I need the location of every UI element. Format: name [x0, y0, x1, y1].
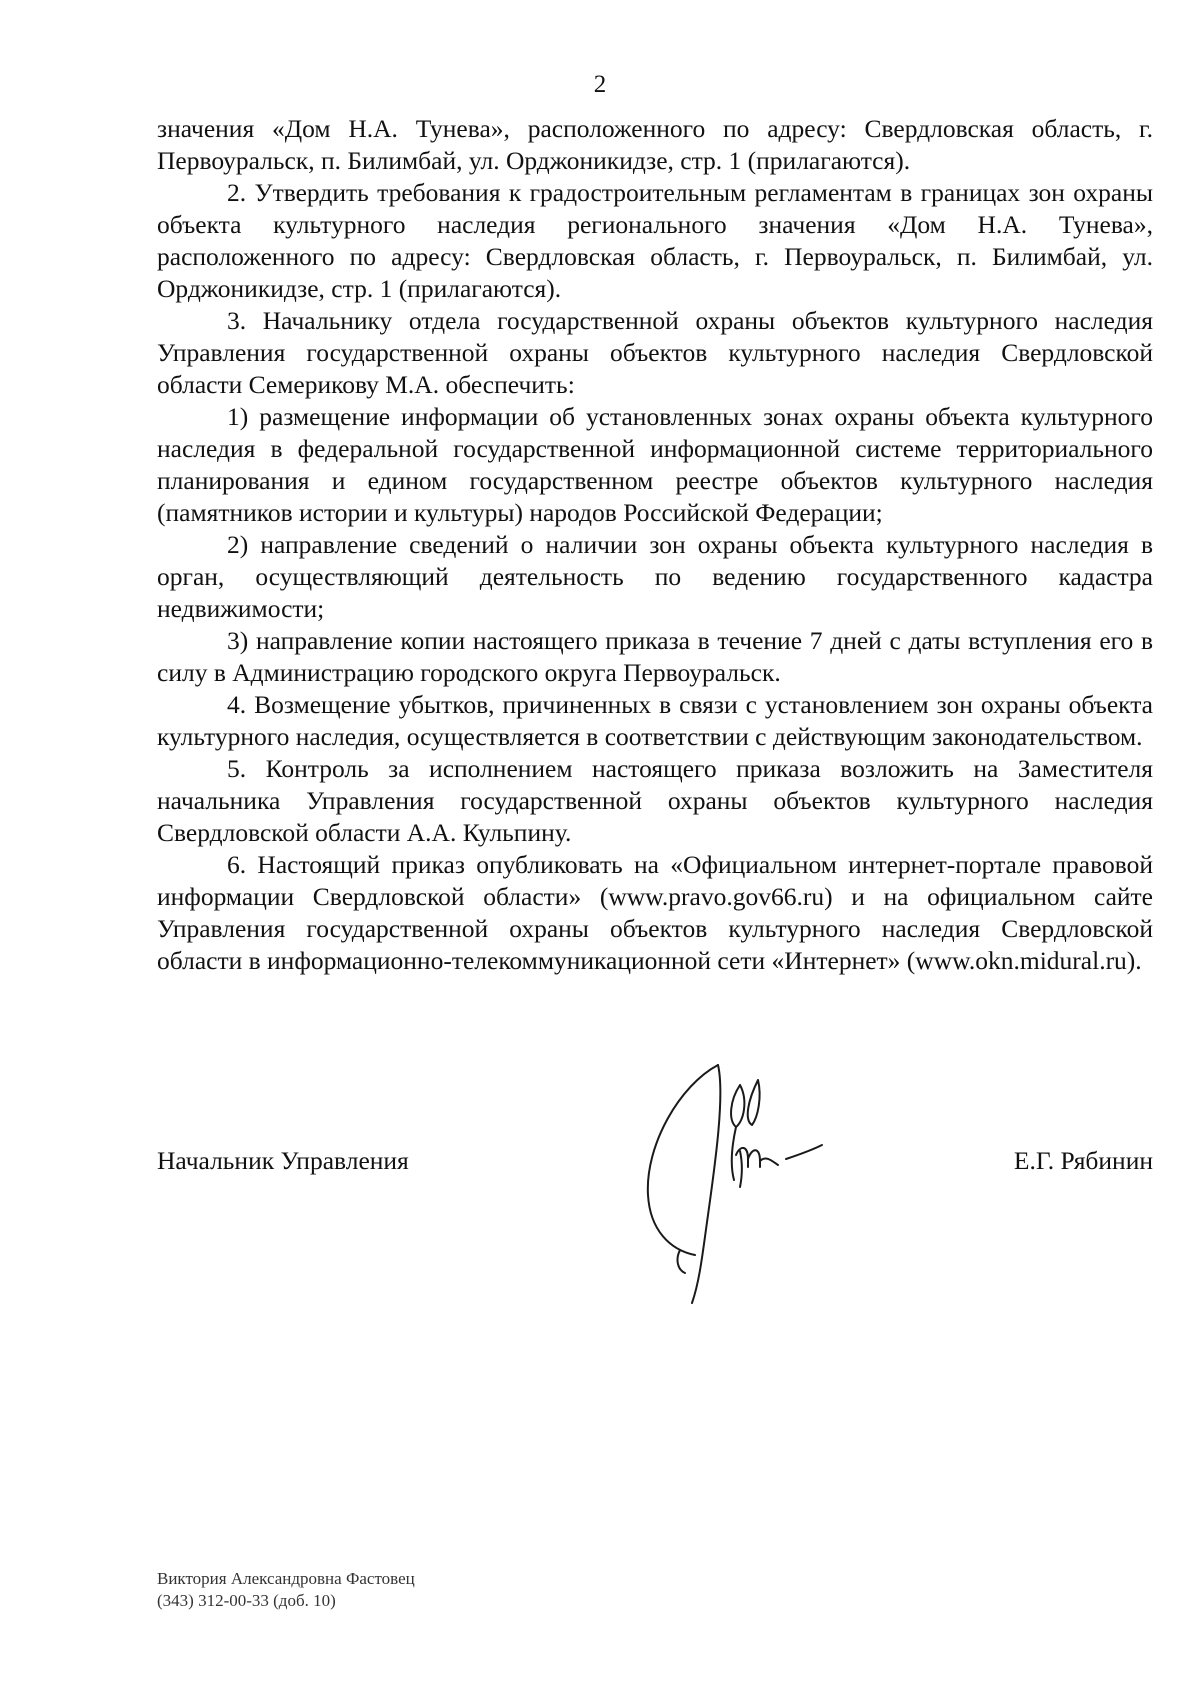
handwritten-signature: [640, 1055, 850, 1310]
paragraph-subitem-1: 1) размещение информации об установленных зонах охраны объекта культурного наследия в федеральной государственной информационной системе территориального планирования и едином государственном реестре объектов культурного наследия (памятников истории и культуры) народов Российской Федерации;: [157, 402, 1153, 527]
paragraph-item-4: 4. Возмещение убытков, причиненных в связи с установлением зон охраны объекта культурного наследия, осуществляется в соответствии с действующим законодательством.: [157, 690, 1153, 751]
executor-footer: [157, 1568, 415, 1612]
signatory-name: Е.Г. Рябинин: [1013, 1146, 1153, 1175]
paragraph-item-5: 5. Контроль за исполнением настоящего приказа возложить на Заместителя начальника Управления государственной охраны объектов культурного наследия Свердловской области А.А. Кульпину.: [157, 754, 1153, 847]
paragraph-subitem-3: 3) направление копии настоящего приказа в течение 7 дней с даты вступления его в силу в Администрацию городского округа Первоуральск.: [157, 626, 1153, 687]
page-number: 2: [593, 71, 607, 98]
document-body: [157, 113, 1153, 977]
paragraph-subitem-2: 2) направление сведений о наличии зон охраны объекта культурного наследия в орган, осуществляющий деятельность по ведению государственного кадастра недвижимости;: [157, 530, 1153, 623]
signatory-title: Начальник Управления: [157, 1146, 409, 1175]
executor-name: Виктория Александровна Фастовец: [157, 1569, 415, 1588]
paragraph-item-2: 2. Утвердить требования к градостроительным регламентам в границах зон охраны объекта культурного наследия регионального значения «Дом Н.А. Тунева», расположенного по адресу: Свердловская область, г. Первоуральск, п. Билимбай, ул. Орджоникидзе, стр. 1 (прилагаются).: [157, 178, 1153, 303]
executor-phone: (343) 312-00-33 (доб. 10): [157, 1591, 336, 1610]
paragraph-item-6: 6. Настоящий приказ опубликовать на «Официальном интернет-портале правовой информации Свердловской области» (www.pravo.gov66.ru) и на официальном сайте Управления государственной охраны объектов культурного наследия Свердловской области в информационно-телекоммуникационной сети «Интернет» (www.okn.midural.ru).: [157, 850, 1153, 975]
paragraph-continuation: значения «Дом Н.А. Тунева», расположенного по адресу: Свердловская область, г. Первоуральск, п. Билимбай, ул. Орджоникидзе, стр. 1 (прилагаются).: [157, 114, 1153, 175]
paragraph-item-3: 3. Начальнику отдела государственной охраны объектов культурного наследия Управления государственной охраны объектов культурного наследия Свердловской области Семерикову М.А. обеспечить:: [157, 306, 1153, 399]
